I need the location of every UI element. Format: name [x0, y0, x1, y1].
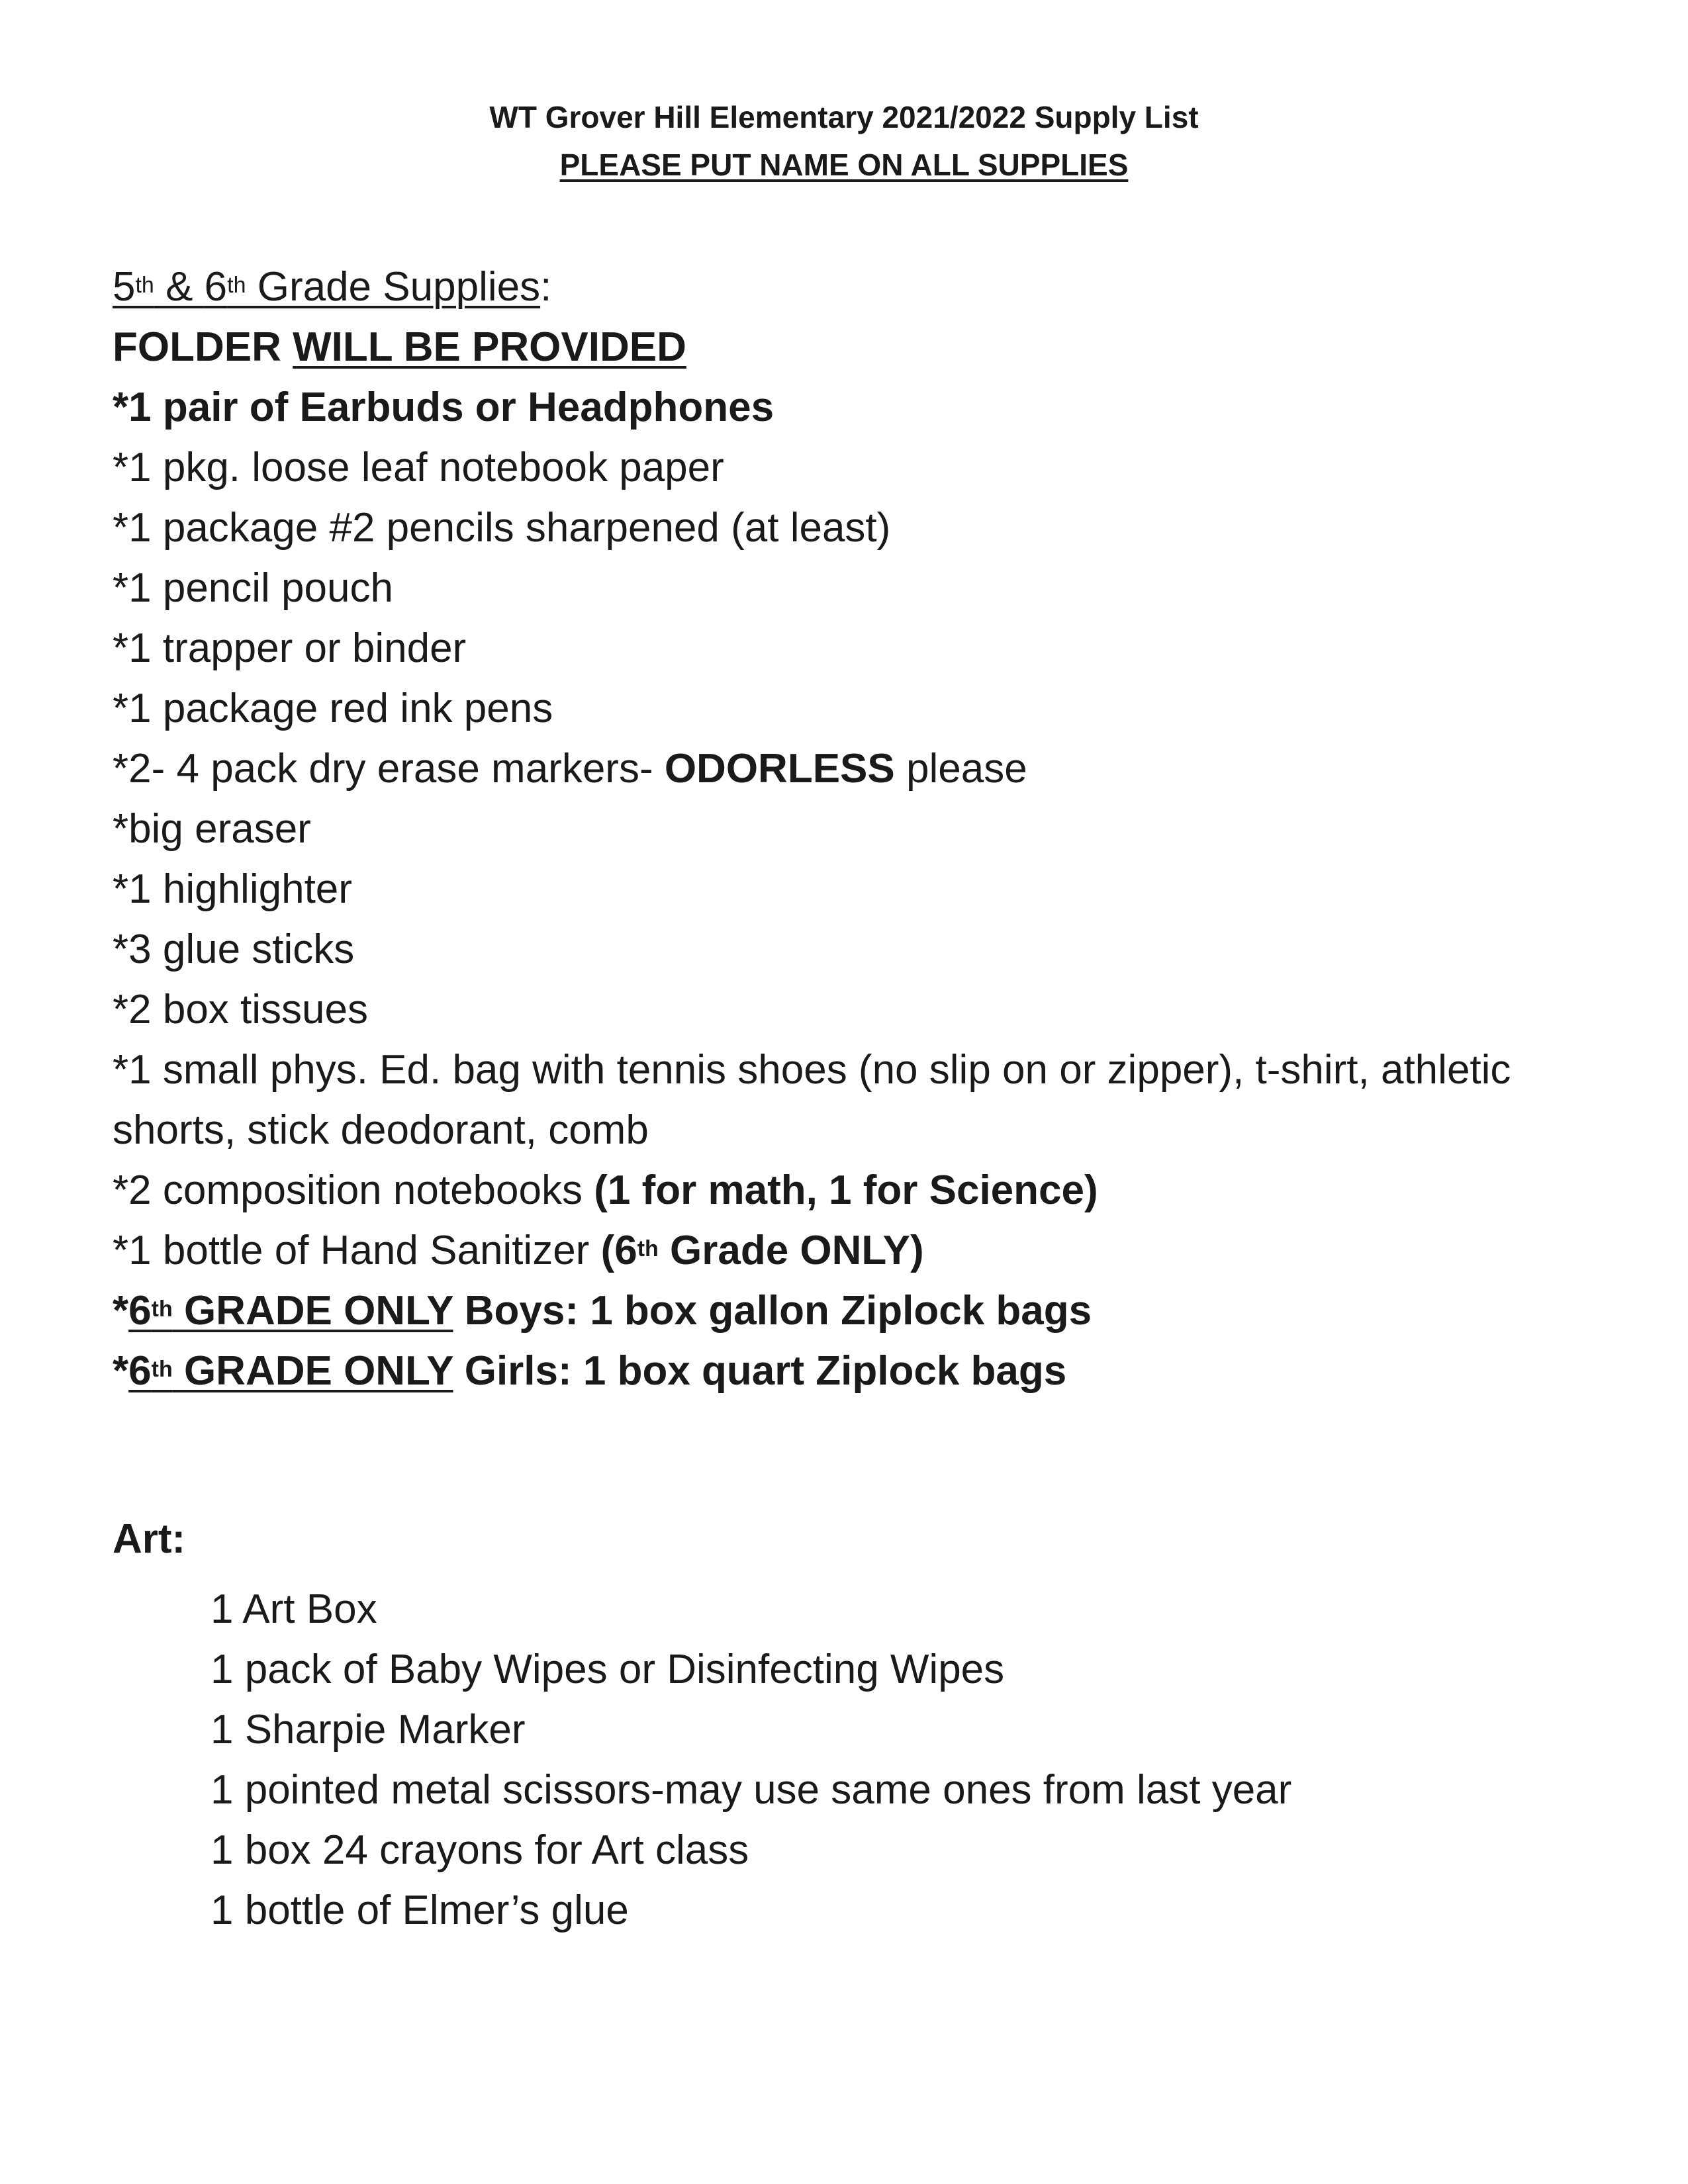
list-item: *big eraser	[113, 806, 311, 852]
list-item: *1 pair of Earbuds or Headphones	[113, 385, 774, 430]
art-item: 1 box 24 crayons for Art class	[211, 1827, 749, 1873]
list-item: *1 trapper or binder	[113, 625, 467, 671]
grade-supplies-list	[113, 257, 1602, 1401]
art-item: 1 bottle of Elmer’s glue	[211, 1888, 629, 1933]
document-title: WT Grover Hill Elementary 2021/2022 Supply List	[489, 100, 1199, 134]
list-item-markers: *2- 4 pack dry erase markers- ODORLESS please	[113, 746, 1027, 792]
list-item: *3 glue sticks	[113, 927, 355, 972]
list-item-girls: *6th GRADE ONLY Girls: 1 box quart Ziplock bags	[113, 1348, 1067, 1394]
art-supplies-list	[211, 1579, 1291, 1940]
art-item: 1 Art Box	[211, 1586, 377, 1632]
folder-note: FOLDER WILL BE PROVIDED	[113, 324, 686, 370]
art-item: 1 pointed metal scissors-may use same ones from last year	[211, 1767, 1292, 1813]
list-item: *1 pkg. loose leaf notebook paper	[113, 445, 724, 490]
art-item: 1 Sharpie Marker	[211, 1707, 526, 1752]
list-item-sanitizer: *1 bottle of Hand Sanitizer (6th Grade ONLY)	[113, 1228, 924, 1273]
name-notice: PLEASE PUT NAME ON ALL SUPPLIES	[559, 148, 1129, 182]
art-item: 1 pack of Baby Wipes or Disinfecting Wipes	[211, 1647, 1005, 1692]
list-item: *1 package #2 pencils sharpened (at least)	[113, 505, 891, 551]
list-item-boys: *6th GRADE ONLY Boys: 1 box gallon Ziplock bags	[113, 1288, 1092, 1334]
list-item: *1 highlighter	[113, 866, 352, 912]
grade-heading: 5th & 6th Grade Supplies:	[113, 264, 552, 310]
list-item-physed: *1 small phys. Ed. bag with tennis shoes (no slip on or zipper), t-shirt, athletic shorts, stick deodorant, comb	[113, 1047, 1511, 1153]
list-item: *1 package red ink pens	[113, 686, 553, 731]
art-heading: Art:	[113, 1516, 186, 1562]
list-item: *1 pencil pouch	[113, 565, 393, 611]
list-item-composition: *2 composition notebooks (1 for math, 1 for Science)	[113, 1167, 1098, 1213]
list-item: *2 box tissues	[113, 987, 368, 1032]
